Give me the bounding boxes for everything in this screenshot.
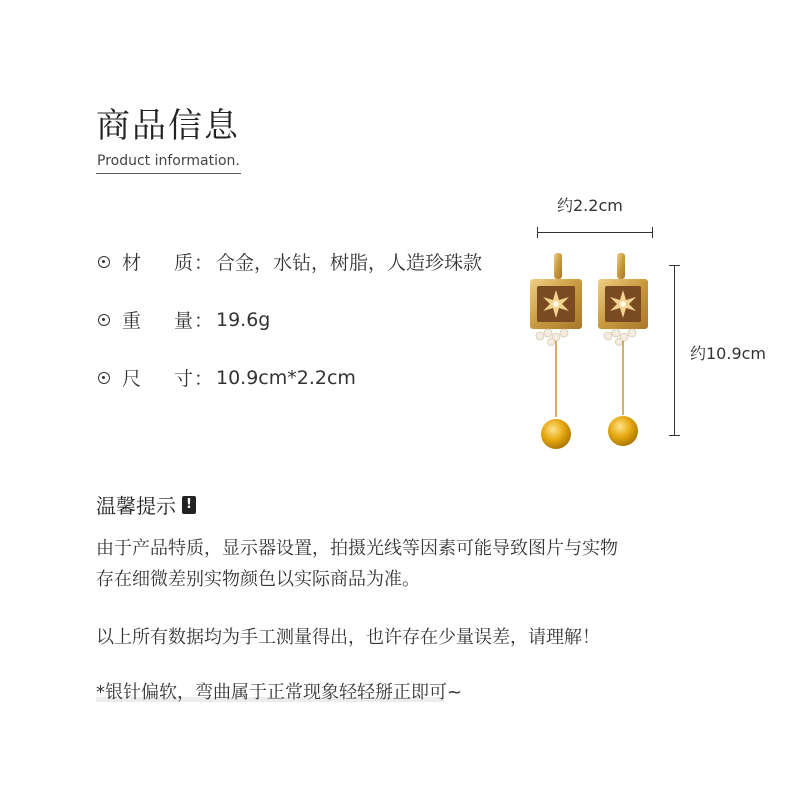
pearl [616, 339, 623, 346]
spec-colon: ： [194, 252, 214, 274]
width-dimension-line [537, 232, 653, 233]
tips-line-3: 以上所有数据均为手工测量得出，也许存在少量误差，请理解！ [96, 627, 600, 648]
width-dimension-tick-right [652, 227, 653, 238]
spec-key-first: 重 [122, 310, 142, 332]
spec-value: 合金，水钻，树脂，人造珍珠款 [216, 252, 483, 274]
bullet-icon [98, 314, 110, 326]
spec-value: 10.9cm*2.2cm [216, 366, 356, 389]
spec-row-weight [98, 306, 270, 333]
height-dimension-tick-bottom [669, 435, 680, 436]
rhinestone [553, 301, 559, 307]
height-dimension-line [674, 265, 675, 436]
tips-heading [96, 490, 196, 519]
subtitle-underline [96, 173, 241, 174]
spec-key-second: 量 [174, 310, 194, 332]
width-dimension-tick-left [537, 227, 538, 238]
pearl [536, 332, 544, 340]
spec-row-size [98, 364, 356, 391]
exclamation-icon: ! [182, 496, 196, 514]
pearl [628, 329, 636, 337]
tips-line-2: 存在细微差别实物颜色以实际商品为准。 [96, 569, 420, 590]
earring-right [598, 253, 648, 446]
pearl [548, 339, 555, 346]
spec-colon: ： [194, 368, 214, 390]
spec-key-second: 寸 [174, 368, 194, 390]
page-subtitle: Product information. [97, 153, 240, 169]
spec-value: 19.6g [216, 308, 271, 331]
pearl [612, 329, 620, 337]
earring-post [617, 253, 625, 279]
bullet-icon [98, 256, 110, 268]
spec-key-first: 材 [122, 252, 142, 274]
height-dimension-label: 约10.9cm [690, 344, 767, 363]
pearl [560, 329, 568, 337]
spec-key-second: 质 [174, 252, 194, 274]
earring-post [554, 253, 562, 279]
amber-bead [608, 416, 638, 446]
amber-bead [541, 419, 571, 449]
page-title: 商品信息 [96, 106, 240, 146]
bullet-icon [98, 372, 110, 384]
pearl [604, 332, 612, 340]
height-dimension-tick-top [669, 265, 680, 266]
tips-note: *银针偏软，弯曲属于正常现象轻轻掰正即可~ [96, 682, 463, 703]
width-dimension-label: 约2.2cm [557, 196, 623, 215]
tips-title: 温馨提示 [96, 494, 176, 518]
earring-left [530, 253, 582, 449]
spec-key-first: 尺 [122, 368, 142, 390]
tips-line-1: 由于产品特质，显示器设置，拍摄光线等因素可能导致图片与实物 [96, 538, 618, 559]
rhinestone [620, 301, 626, 307]
spec-colon: ： [194, 310, 214, 332]
spec-row-material [98, 248, 482, 275]
earrings-product-image [520, 245, 660, 450]
pearl [544, 329, 552, 337]
